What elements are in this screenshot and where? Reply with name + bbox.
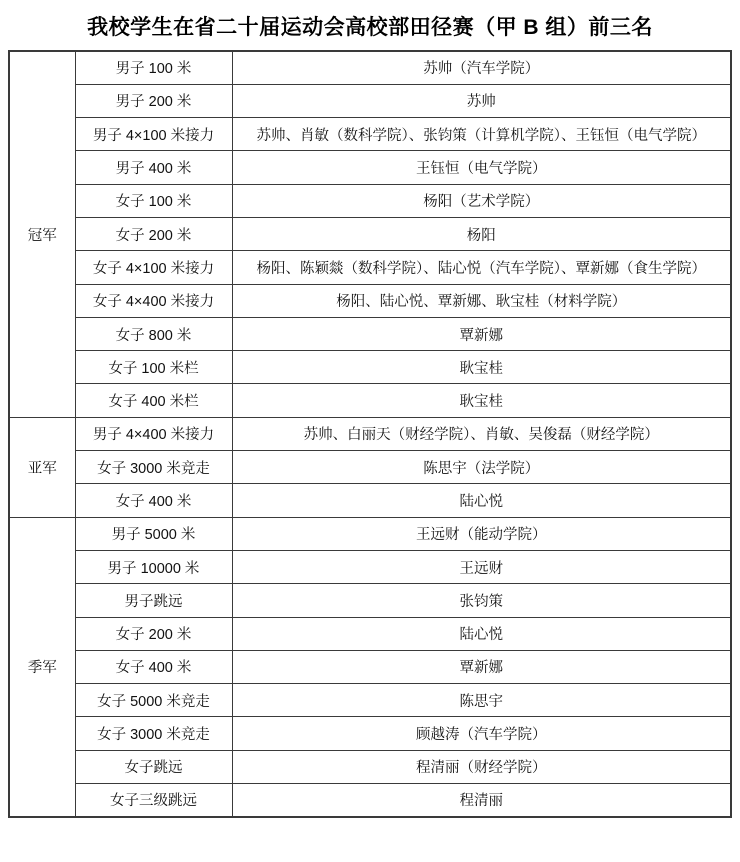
table-row	[9, 750, 731, 783]
winners-cell: 苏帅	[232, 84, 731, 117]
event-cell: 男子 5000 米	[75, 517, 232, 550]
event-cell: 男子 4×100 米接力	[75, 118, 232, 151]
table-row	[9, 184, 731, 217]
event-cell: 女子三级跳远	[75, 784, 232, 817]
winners-cell: 程清丽	[232, 784, 731, 817]
winners-cell: 陆心悦	[232, 617, 731, 650]
winners-cell: 耿宝桂	[232, 351, 731, 384]
winners-cell: 王钰恒（电气学院）	[232, 151, 731, 184]
winners-cell: 陈思宇（法学院）	[232, 451, 731, 484]
table-row	[9, 351, 731, 384]
table-row	[9, 84, 731, 117]
event-cell: 女子 4×100 米接力	[75, 251, 232, 284]
winners-cell: 顾越涛（汽车学院）	[232, 717, 731, 750]
event-cell: 男子 400 米	[75, 151, 232, 184]
event-cell: 男子 10000 米	[75, 550, 232, 583]
table-row	[9, 417, 731, 450]
winners-cell: 覃新娜	[232, 317, 731, 350]
rank-cell: 亚军	[9, 417, 75, 517]
event-cell: 女子 200 米	[75, 617, 232, 650]
winners-cell: 陆心悦	[232, 484, 731, 517]
event-cell: 男子 4×400 米接力	[75, 417, 232, 450]
table-row	[9, 717, 731, 750]
event-cell: 女子 5000 米竞走	[75, 684, 232, 717]
event-cell: 女子 100 米	[75, 184, 232, 217]
event-cell: 女子 400 米	[75, 484, 232, 517]
event-cell: 女子 200 米	[75, 217, 232, 250]
table-row	[9, 317, 731, 350]
event-cell: 男子 200 米	[75, 84, 232, 117]
event-cell: 女子 3000 米竞走	[75, 717, 232, 750]
event-cell: 女子 800 米	[75, 317, 232, 350]
event-cell: 女子 3000 米竞走	[75, 451, 232, 484]
results-table	[8, 50, 732, 818]
rank-cell: 冠军	[9, 51, 75, 417]
table-row	[9, 584, 731, 617]
winners-cell: 耿宝桂	[232, 384, 731, 417]
rank-cell: 季军	[9, 517, 75, 817]
event-cell: 女子跳远	[75, 750, 232, 783]
winners-cell: 陈思宇	[232, 684, 731, 717]
page-title: 我校学生在省二十届运动会高校部田径赛（甲 B 组）前三名	[87, 16, 653, 39]
event-cell: 女子 100 米栏	[75, 351, 232, 384]
table-row	[9, 784, 731, 817]
table-row	[9, 451, 731, 484]
event-cell: 女子 400 米	[75, 650, 232, 683]
winners-cell: 杨阳、陆心悦、覃新娜、耿宝桂（材料学院）	[232, 284, 731, 317]
winners-cell: 苏帅（汽车学院）	[232, 51, 731, 84]
table-row	[9, 284, 731, 317]
winners-cell: 覃新娜	[232, 650, 731, 683]
winners-cell: 杨阳（艺术学院）	[232, 184, 731, 217]
table-row	[9, 51, 731, 84]
table-row	[9, 151, 731, 184]
table-row	[9, 550, 731, 583]
winners-cell: 杨阳、陈颖燚（数科学院）、陆心悦（汽车学院）、覃新娜（食生学院）	[232, 251, 731, 284]
winners-cell: 苏帅、白丽天（财经学院）、肖敏、吴俊磊（财经学院）	[232, 417, 731, 450]
winners-cell: 程清丽（财经学院）	[232, 750, 731, 783]
winners-cell: 王远财	[232, 550, 731, 583]
winners-cell: 王远财（能动学院）	[232, 517, 731, 550]
table-row	[9, 617, 731, 650]
table-row	[9, 251, 731, 284]
table-row	[9, 684, 731, 717]
winners-cell: 杨阳	[232, 217, 731, 250]
table-row	[9, 384, 731, 417]
event-cell: 女子 4×400 米接力	[75, 284, 232, 317]
table-row	[9, 517, 731, 550]
table-row	[9, 650, 731, 683]
table-row	[9, 484, 731, 517]
table-row	[9, 217, 731, 250]
event-cell: 男子跳远	[75, 584, 232, 617]
event-cell: 女子 400 米栏	[75, 384, 232, 417]
event-cell: 男子 100 米	[75, 51, 232, 84]
winners-cell: 苏帅、肖敏（数科学院）、张钧策（计算机学院）、王钰恒（电气学院）	[232, 118, 731, 151]
table-row	[9, 118, 731, 151]
winners-cell: 张钧策	[232, 584, 731, 617]
